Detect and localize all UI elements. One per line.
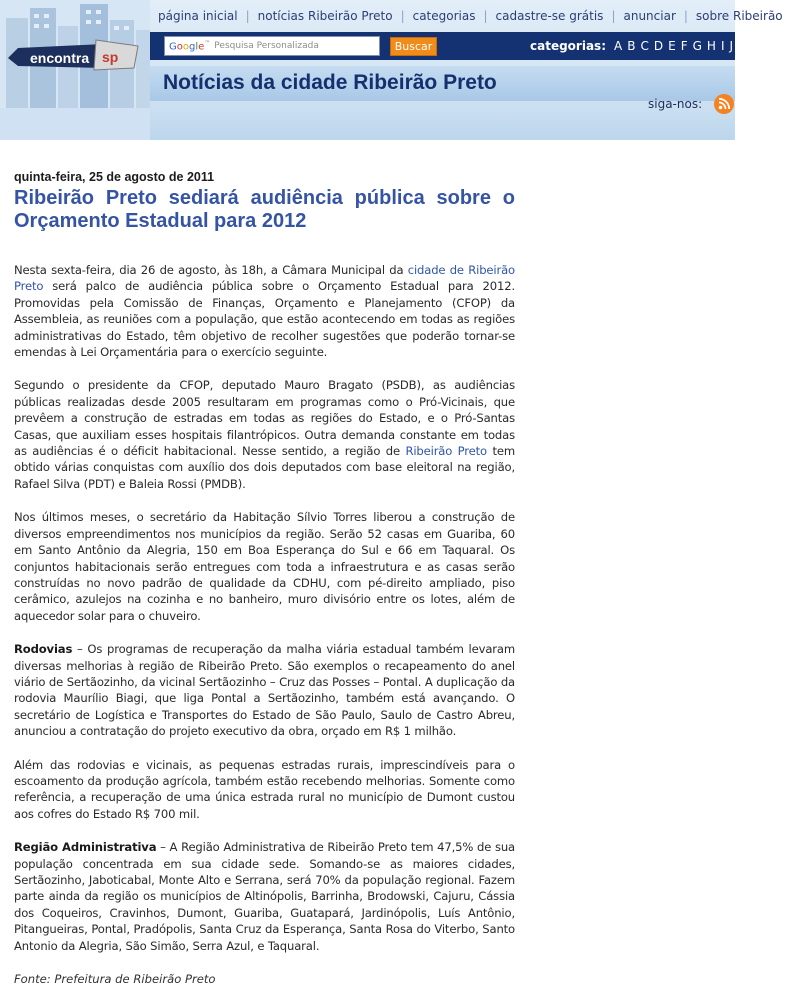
article-headline[interactable]: Ribeirão Preto sediará audiência pública sobre o Orçamento Estadual para 2012 (14, 187, 515, 232)
site-header (0, 0, 783, 140)
search-bar (150, 32, 735, 60)
article-source: Fonte: Prefeitura de Ribeirão Preto (14, 972, 216, 987)
article-paragraph: Nos últimos meses, o secretário da Habitação Sílvio Torres liberou a construção de diversos empreendimentos nos municípios da região. Serão 52 casas em Guariba, 60 em Santo Antônio da Alegria, 150 em Boa Esperança do Sul e 66 em Taquaral. Os conjuntos habitacionais serão entregues com toda a infraestrutura e as casas serão construídas no novo padrão de qualidade da CDHU, com pé-direito ampliado, piso cerâmico, azulejos na cozinha e no banheiro, muro divisório entre os lotes, além de aquecedor solar para o chuveiro. (14, 510, 515, 623)
article (14, 170, 515, 987)
nav-noticias[interactable]: notícias Ribeirão Preto (257, 9, 393, 23)
article-paragraph (14, 262, 515, 360)
rss-icon[interactable] (714, 94, 734, 114)
search-input[interactable] (164, 36, 380, 56)
category-letter-i[interactable]: I (720, 39, 725, 53)
nav-sobre[interactable]: sobre Ribeirão (695, 9, 783, 23)
category-letter-b[interactable]: B (627, 39, 636, 53)
paragraph-text: – A Região Administrativa de Ribeirão Preto tem 47,5% de sua população concentrada em sua cidade sede. Somando-se as maiores cidades, Sertãozinho, Jaboticabal, Monte Alto e Serrana, será 70% da população regional. Fazem parte ainda da região os municípios de Altinópolis, Barrinha, Brodowski, Cajuru, Cássia dos Coqueiros, Cravinhos, Dumont, Guariba, Guatapará, Jardinópolis, Luís Antônio, Pitangueiras, Pontal, Pradópolis, Santa Cruz da Esperança, Santa Rosa do Viterbo, Santo Antonio da Alegria, São Simão, Serra Azul, e Taquaral. (14, 840, 515, 953)
nav-separator: | (683, 9, 688, 23)
paragraph-text: tem obtido várias conquistas com auxílio dos dois deputados com base eleitoral na região, Rafael Silva (PDT) e Baleia Rossi (PMDB). (14, 444, 515, 491)
nav-pagina-inicial[interactable]: página inicial (158, 9, 238, 23)
category-letter-a[interactable]: A (614, 39, 623, 53)
logo-text-main: encontra (30, 50, 90, 66)
categories-label: categorias: (530, 39, 606, 53)
section-heading-regiao: Região Administrativa (14, 840, 157, 855)
logo-text-accent: sp (102, 49, 119, 65)
nav-anunciar[interactable]: anunciar (623, 9, 676, 23)
top-navigation (150, 0, 791, 32)
nav-separator: | (483, 9, 488, 23)
article-date: quinta-feira, 25 de agosto de 2011 (14, 170, 215, 184)
article-paragraph (14, 641, 515, 739)
category-letter-g[interactable]: G (692, 39, 702, 53)
nav-cadastre-se[interactable]: cadastre-se grátis (495, 9, 604, 23)
category-letter-c[interactable]: C (640, 39, 649, 53)
title-banner (150, 66, 735, 101)
article-paragraph (14, 377, 515, 492)
nav-separator: | (245, 9, 250, 23)
section-heading-rodovias: Rodovias (14, 642, 73, 657)
article-paragraph: Além das rodovias e vicinais, as pequenas estradas rurais, imprescindíveis para o escoamento da produção agrícola, também estão recebendo melhorias. Somente como referência, a recuperação de uma única estrada rural no município de Dumont custou aos cofres do Estado R$ 700 mil. (14, 757, 515, 821)
city-link[interactable]: cidade de Ribeirão Preto (14, 263, 515, 294)
nav-categorias[interactable]: categorias (412, 9, 476, 23)
nav-separator: | (611, 9, 616, 23)
search-button[interactable]: Buscar (390, 37, 437, 56)
category-letter-h[interactable]: H (706, 39, 716, 53)
category-letter-d[interactable]: D (653, 39, 664, 53)
article-paragraph (14, 839, 515, 954)
categories-index (530, 32, 738, 60)
encontrasp-logo[interactable] (8, 38, 138, 72)
search-placeholder: Pesquisa Personalizada (214, 41, 319, 51)
social-label: siga-nos: (648, 97, 703, 111)
nav-separator: | (400, 9, 405, 23)
category-letter-j[interactable]: J (729, 39, 734, 53)
category-letter-f[interactable]: F (680, 39, 688, 53)
page-title: Notícias da cidade Ribeirão Preto (163, 71, 497, 94)
paragraph-text: Segundo o presidente da CFOP, deputado Mauro Bragato (PSDB), as audiências públicas realizadas desde 2005 resultaram em programas como o Pró-Vicinais, que prevêem a construção de estradas em todas as regiões do Estado, e o Pró-Santas Casas, que auxiliam esses hospitais filantrópicos. Outra demanda constante em todas as audiências é o déficit habitacional. Nesse sentido, a região de (14, 378, 515, 459)
city-link[interactable]: Ribeirão Preto (405, 444, 487, 459)
google-logo: Google™ (169, 39, 211, 53)
paragraph-text: será palco de audiência pública sobre o Orçamento Estadual para 2012. Promovidas pela Comissão de Finanças, Orçamento e Planejamento (CFOP) da Assembleia, as reuniões com a população, que estão acontecendo em todas as regiões administrativas do Estado, têm objetivo de recolher sugestões que poderão tornar-se emendas à Lei Orçamentária para o exercício seguinte. (14, 279, 515, 360)
category-letter-e[interactable]: E (668, 39, 676, 53)
paragraph-text: Nesta sexta-feira, dia 26 de agosto, às 18h, a Câmara Municipal da (14, 263, 408, 277)
paragraph-text: – Os programas de recuperação da malha viária estadual também levaram diversas melhorias à região de Ribeirão Preto. São exemplos o recapeamento do anel viário de Sertãozinho, da vicinal Sertãozinho – Cruz das Posses – Pontal. A duplicação da rodovia Maurílio Biagi, que liga Pontal a Sertãozinho, também está avançando. O secretário de Logística e Transportes do Estado de São Paulo, Saulo de Castro Abreu, anunciou a contratação do projeto executivo da obra, orçado em R$ 1 milhão. (14, 642, 515, 739)
